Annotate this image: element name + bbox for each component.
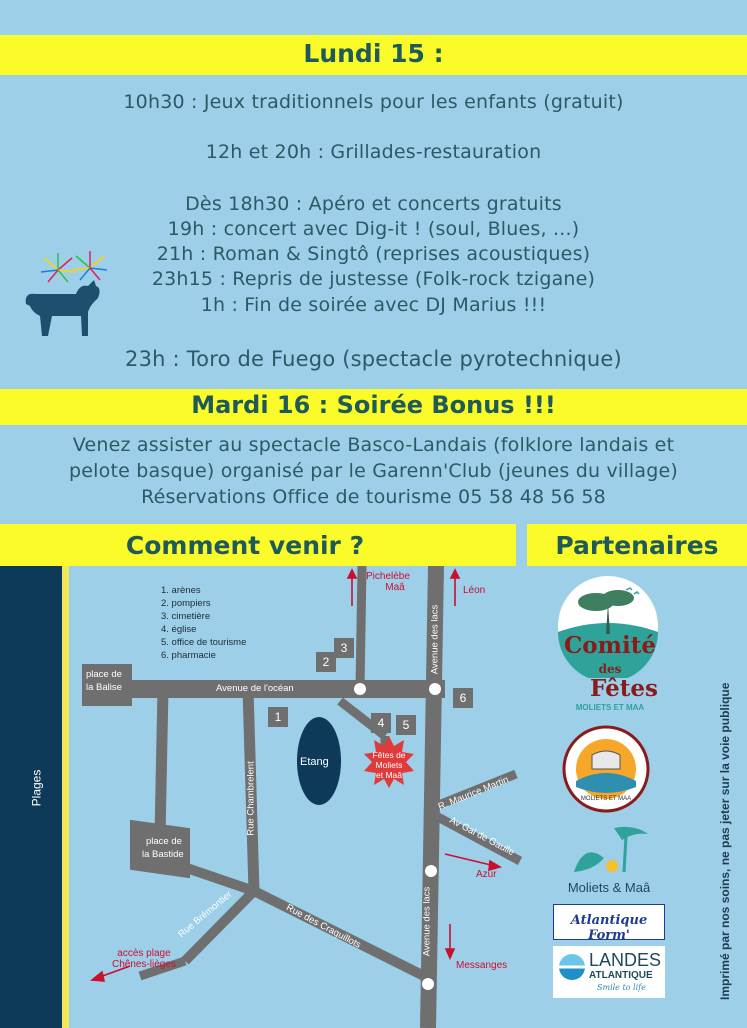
marker-5-office: 5 xyxy=(396,715,416,735)
marker-4-eglise: 4 xyxy=(371,713,391,733)
legend-item: 6. pharmacie xyxy=(161,650,216,661)
comment-venir-title: Comment venir ? xyxy=(125,531,365,560)
place-balise-label-2: la Balise xyxy=(86,682,122,693)
place-balise-label-1: place de xyxy=(86,669,122,680)
landes-atlantique-logo xyxy=(553,946,665,998)
lundi-line-apero: Dès 18h30 : Apéro et concerts gratuits xyxy=(185,193,562,215)
lundi-line-repris: 23h15 : Repris de justesse (Folk-rock tzigane) xyxy=(151,268,596,290)
fetes-label xyxy=(366,750,412,780)
marker-6-pharmacie: 6 xyxy=(453,688,473,708)
partenaires-title: Partenaires xyxy=(555,531,719,560)
moliets-logo-text: Moliets & Maâ xyxy=(567,880,651,895)
mardi-line-1: Venez assister au spectacle Basco-Landais (folklore landais et xyxy=(72,434,675,456)
avenue-lacs-bottom-label: Avenue des lacs xyxy=(421,886,433,957)
rue-bremontier-label: Rue Brémontier xyxy=(176,888,235,941)
place-bastide-label-2: la Bastide xyxy=(142,849,184,860)
legend-item: 2. pompiers xyxy=(161,598,211,609)
fetes-line-3: et Maâ xyxy=(376,770,402,780)
map xyxy=(0,566,527,1028)
rue-craquillots-label: Rue des Craquillots xyxy=(284,902,363,951)
lundi-line-dj: 1h : Fin de soirée avec DJ Marius !!! xyxy=(200,294,547,316)
marker-1-arenes: 1 xyxy=(268,707,288,727)
etang-label: Etang xyxy=(300,756,329,768)
avenue-lacs-top-label: Avenue des lacs xyxy=(429,604,441,675)
legend-item: 4. église xyxy=(161,624,197,635)
lundi-line-dig-it: 19h : concert avec Dig-it ! (soul, Blues, ...) xyxy=(167,218,580,240)
marker-3-cimetiere: 3 xyxy=(334,638,354,658)
avenue-ocean-label: Avenue de l'océan xyxy=(216,683,294,694)
comite-logo-text xyxy=(560,632,660,702)
maurice-martin-label: R. Maurice Martin xyxy=(436,774,511,813)
fetes-line-2: Moliets xyxy=(375,760,403,770)
pichelebe-line-1: Pichelèbe xyxy=(366,571,410,582)
legend-item: 3. cimetière xyxy=(161,611,211,622)
comite-word-2: des xyxy=(598,662,622,676)
atlantique-form-logo xyxy=(553,904,665,943)
mardi-line-2: pelote basque) organisé par le Garenn'Club (jeunes du village) xyxy=(69,460,678,482)
leon-label: Léon xyxy=(463,585,486,596)
lundi-line-roman: 21h : Roman & Singtô (reprises acoustiques) xyxy=(156,243,591,265)
plages-label: Plages xyxy=(29,769,44,807)
acces-plage-label xyxy=(112,948,176,970)
gal-de-gaulle-label: Av Gal de Gaulle xyxy=(447,814,517,859)
fetes-line-1: Fêtes de xyxy=(372,750,406,760)
landes-line-1: LANDES xyxy=(589,950,662,970)
toro-fireworks-icon xyxy=(18,240,118,350)
landes-wave-icon xyxy=(559,954,585,980)
comite-word-1: Comité xyxy=(564,632,656,659)
acces-line-2: Chênes-lièges xyxy=(112,959,176,970)
landes-line-2: ATLANTIQUE xyxy=(589,970,653,981)
mardi-title: Mardi 16 : Soirée Bonus !!! xyxy=(191,391,556,419)
comite-sub: MOLIETS ET MAA xyxy=(575,703,645,712)
messanges-label: Messanges xyxy=(456,960,508,971)
mardi-line-3: Réservations Office de tourisme 05 58 48 56 58 xyxy=(141,486,606,508)
acces-line-1: accès plage xyxy=(117,948,171,959)
pichelebe-line-2: Maâ xyxy=(385,582,405,593)
lundi-line-toro: 23h : Toro de Fuego (spectacle pyrotechnique) xyxy=(125,347,622,371)
moliets-wave-icon xyxy=(564,822,654,878)
place-bastide-label-1: place de xyxy=(146,836,182,847)
lundi-line-jeux: 10h30 : Jeux traditionnels pour les enfants (gratuit) xyxy=(123,91,624,113)
comite-word-3: Fêtes xyxy=(590,675,658,702)
rue-chambrelent-label: Rue Chambrelent xyxy=(245,761,257,836)
marker-2-pompiers: 2 xyxy=(316,652,336,672)
pompiers-sub: MOLIETS ET MAA xyxy=(580,796,632,802)
side-note: Imprimé par nos soins, ne pas jeter sur la voie publique xyxy=(718,682,732,1000)
landes-line-3: Smile to life xyxy=(597,983,646,992)
lundi-line-grillades: 12h et 20h : Grillades-restauration xyxy=(205,141,542,163)
azur-label: Azur xyxy=(476,869,497,880)
legend-item: 1. arènes xyxy=(161,585,201,596)
pichelebe-label xyxy=(366,571,410,593)
atlantique-form-text: Atlantique Form' xyxy=(570,913,648,943)
legend-item: 5. office de tourisme xyxy=(161,637,247,648)
lundi-title: Lundi 15 : xyxy=(303,39,444,68)
